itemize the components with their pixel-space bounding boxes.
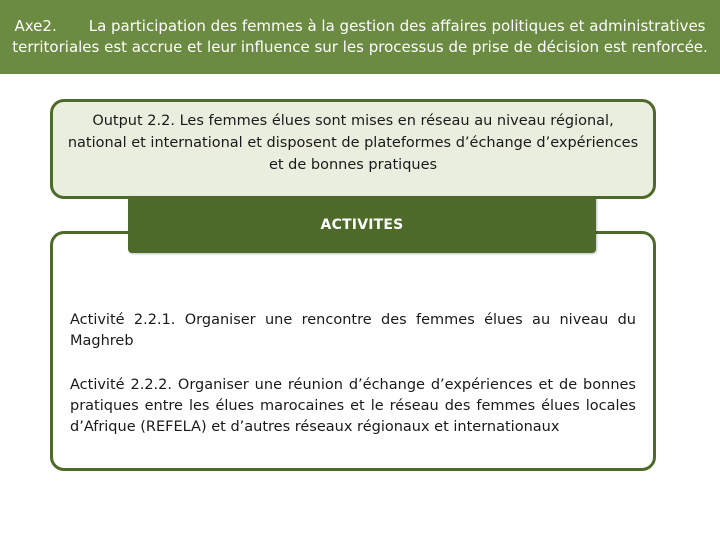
activities-heading: ACTIVITES <box>128 196 596 253</box>
activity-label: Activité 2.2.1. <box>70 312 176 328</box>
output-text: Les femmes élues sont mises en réseau au niveau régional, national et international et disposent de plateformes d’échange d’expériences et de bonnes pratiques <box>67 113 639 173</box>
output-box <box>50 99 656 199</box>
axis-label: Axe2. <box>14 17 57 35</box>
activity-label: Activité 2.2.2. <box>70 377 172 393</box>
activity-text: Organiser une rencontre des femmes élues au niveau du Maghreb <box>70 312 637 349</box>
axis-title-part-1: La participation des femmes à la gestion des affaires politiques et administratives <box>88 17 706 35</box>
activity-text: Organiser une réunion d’échange d’expériences et de bonnes pratiques entre les élues marocaines et le réseau des femmes élues locales d’Afrique (REFELA) et d’autres réseaux régionaux et internationaux <box>70 377 636 435</box>
header-line-1 <box>0 16 720 37</box>
activity-item-1 <box>70 310 636 352</box>
axis-header <box>0 0 720 74</box>
output-label: Output 2.2. <box>92 113 175 129</box>
activity-item-2 <box>70 375 636 438</box>
axis-title-part-2: territoriales est accrue et leur influence sur les processus de prise de décision est renforcée. <box>12 38 708 56</box>
